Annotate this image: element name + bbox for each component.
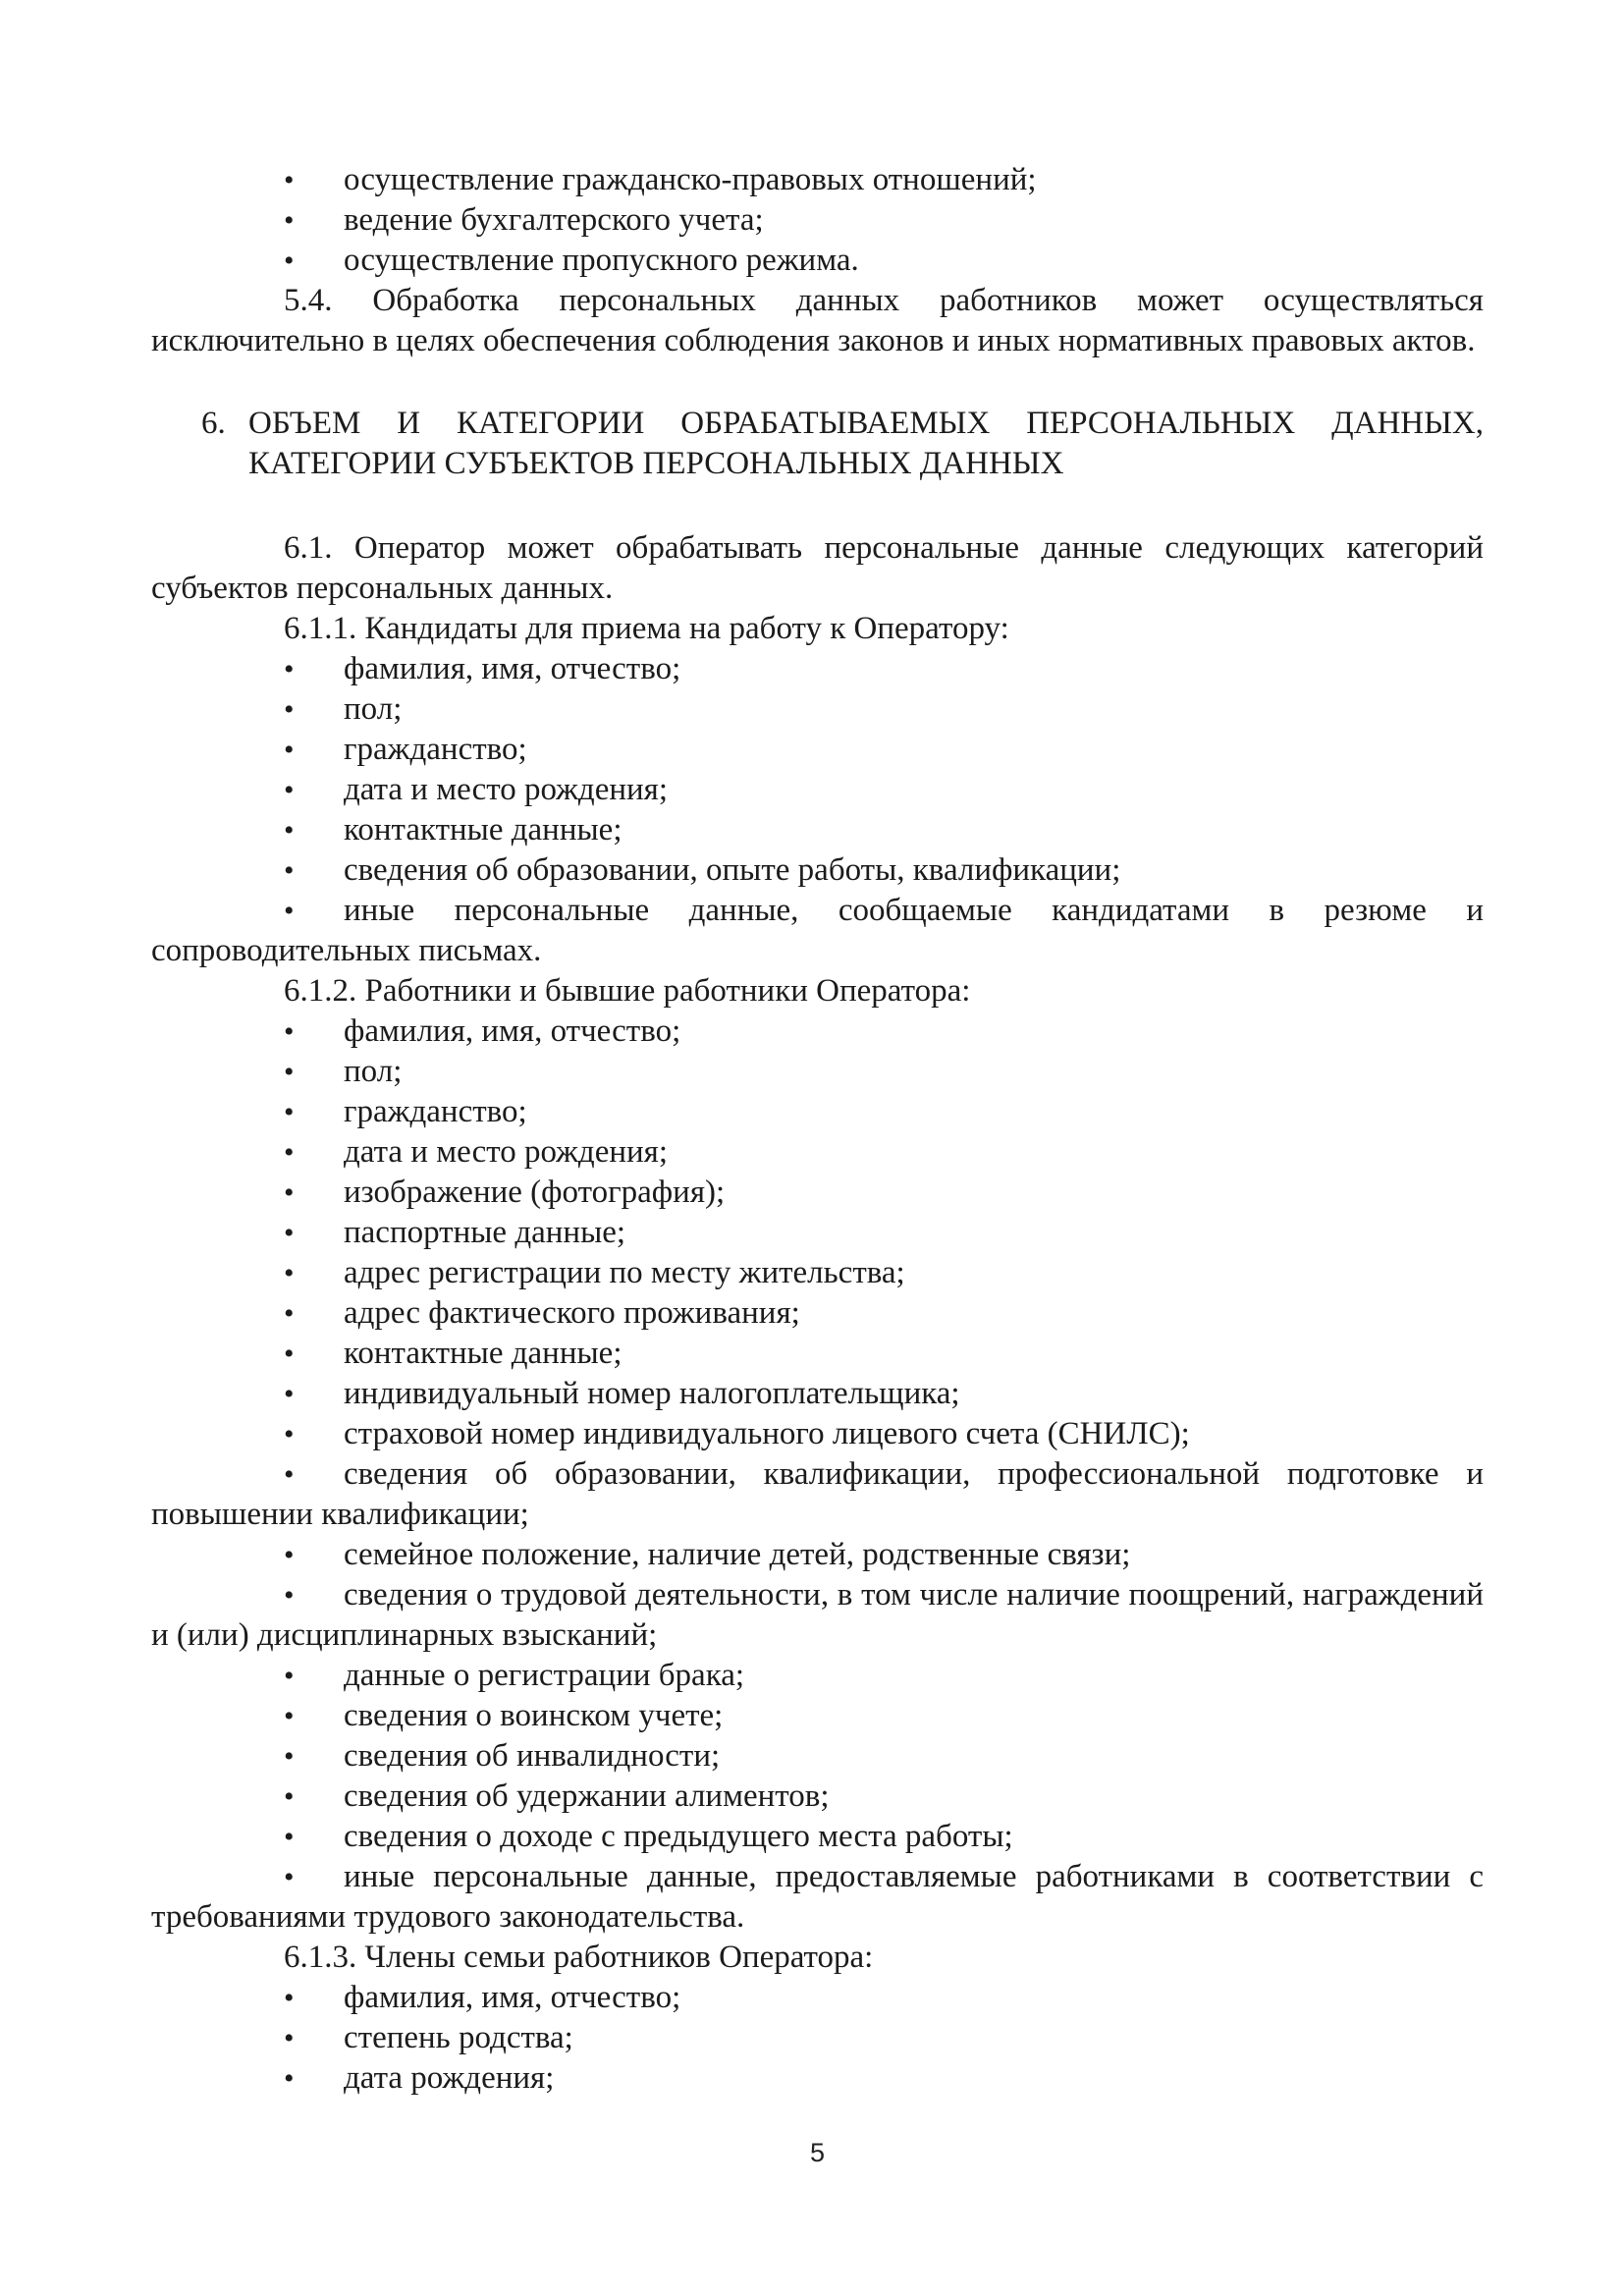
list-item-text: сведения об удержании алиментов; (344, 1778, 830, 1814)
list-item-text: дата и место рождения; (344, 1134, 669, 1170)
list-item (151, 1092, 1484, 1132)
bullet-icon: • (284, 854, 295, 887)
bullet-icon: • (284, 1539, 295, 1571)
list-item (151, 1817, 1484, 1857)
bullet-icon: • (284, 1378, 295, 1410)
section-heading-number: 6. (201, 406, 226, 441)
paragraph: 6.1.3. Члены семьи работников Оператора: (284, 1940, 874, 1975)
bullet-icon: • (284, 1579, 295, 1612)
list-item-text: гражданство; (344, 1094, 527, 1129)
list-item-text: иные персональные данные, сообщаемые кандидатами в резюме и сопроводительных письмах. (151, 893, 1484, 968)
bullet-icon: • (284, 204, 295, 237)
bullet-icon: • (284, 164, 295, 196)
bullet-icon: • (284, 1096, 295, 1128)
paragraph: 6.1.1. Кандидаты для приема на работу к Оператору: (284, 611, 1009, 646)
section-heading (151, 404, 1484, 484)
list-item (151, 1173, 1484, 1213)
list-item (151, 730, 1484, 770)
list-item-text: степень родства; (344, 2020, 573, 2055)
bullet-icon: • (284, 1418, 295, 1450)
bullet-icon: • (284, 1780, 295, 1813)
list-item (151, 241, 1484, 281)
list-item (151, 1736, 1484, 1777)
list-item (151, 1213, 1484, 1253)
list-item (151, 1777, 1484, 1817)
list-item (151, 1334, 1484, 1374)
bullet-icon: • (284, 1700, 295, 1732)
list-item (151, 2058, 1484, 2099)
list-item-text: контактные данные; (344, 1336, 622, 1371)
list-item (151, 1011, 1484, 1052)
list-item (151, 1414, 1484, 1454)
bullet-icon: • (284, 1136, 295, 1169)
section-heading-text: ОБЪЕМ И КАТЕГОРИИ ОБРАБАТЫВАЕМЫХ ПЕРСОНАЛЬНЫХ ДАННЫХ, КАТЕГОРИИ СУБЪЕКТОВ ПЕРСОНАЛЬНЫХ ДАННЫХ (248, 406, 1484, 481)
list-item (151, 770, 1484, 810)
list-item-text: контактные данные; (344, 812, 622, 847)
list-item-text: осуществление гражданско-правовых отношений; (344, 162, 1037, 197)
bullet-icon: • (284, 1861, 295, 1893)
list-item-text: дата рождения; (344, 2060, 555, 2096)
bullet-icon: • (284, 245, 295, 277)
list-item (151, 1696, 1484, 1736)
list-item-text: сведения об образовании, опыте работы, квалификации; (344, 852, 1121, 888)
bullet-icon: • (284, 895, 295, 927)
list-item (151, 1374, 1484, 1414)
list-item (151, 1857, 1484, 1938)
list-item-text: сведения о доходе с предыдущего места работы; (344, 1819, 1013, 1854)
list-item-text: адрес фактического проживания; (344, 1295, 800, 1331)
bullet-icon: • (284, 814, 295, 847)
list-item-text: сведения об образовании, квалификации, профессиональной подготовке и повышении квалификации; (151, 1456, 1484, 1532)
page-number: 5 (809, 2138, 826, 2167)
list-item (151, 891, 1484, 971)
bullet-icon: • (284, 693, 295, 726)
paragraph: 6.1. Оператор может обрабатывать персональные данные следующих категорий субъектов персональных данных. (151, 530, 1484, 606)
paragraph: 5.4. Обработка персональных данных работников может осуществляться исключительно в целях обеспечения соблюдения законов и иных нормативных правовых актов. (151, 283, 1484, 358)
list-item (151, 2018, 1484, 2058)
bullet-icon: • (284, 1338, 295, 1370)
list-item-text: фамилия, имя, отчество; (344, 1013, 681, 1049)
list-item (151, 1575, 1484, 1656)
list-item (151, 160, 1484, 200)
list-item-text: дата и место рождения; (344, 772, 669, 807)
list-item (151, 1052, 1484, 1092)
list-item-text: сведения о трудовой деятельности, в том числе наличие поощрений, награждений и (или) дисциплинарных взысканий; (151, 1577, 1484, 1653)
bullet-icon: • (284, 734, 295, 766)
list-item (151, 850, 1484, 891)
list-item-text: иные персональные данные, предоставляемые работниками в соответствии с требованиями трудового законодательства. (151, 1859, 1484, 1935)
list-item-text: страховой номер индивидуального лицевого счета (СНИЛС); (344, 1416, 1190, 1451)
list-item (151, 689, 1484, 730)
bullet-icon: • (284, 1458, 295, 1491)
list-item (151, 200, 1484, 241)
list-item (151, 1656, 1484, 1696)
bullet-icon: • (284, 653, 295, 685)
list-item-text: изображение (фотография); (344, 1175, 726, 1210)
bullet-icon: • (284, 1176, 295, 1209)
bullet-icon: • (284, 1217, 295, 1249)
list-item-text: паспортные данные; (344, 1215, 626, 1250)
list-item-text: осуществление пропускного режима. (344, 243, 859, 278)
list-item-text: сведения о воинском учете; (344, 1698, 724, 1733)
list-item-text: семейное положение, наличие детей, родственные связи; (344, 1537, 1131, 1572)
paragraph: 6.1.2. Работники и бывшие работники Оператора: (284, 973, 971, 1009)
list-item (151, 810, 1484, 850)
list-item-text: пол; (344, 691, 403, 727)
bullet-icon: • (284, 1015, 295, 1048)
list-item (151, 649, 1484, 689)
list-item (151, 1132, 1484, 1173)
list-item (151, 1253, 1484, 1293)
list-item-text: ведение бухгалтерского учета; (344, 202, 764, 238)
bullet-icon: • (284, 2062, 295, 2095)
list-item-text: адрес регистрации по месту жительства; (344, 1255, 905, 1290)
list-item (151, 1293, 1484, 1334)
bullet-icon: • (284, 1740, 295, 1773)
bullet-icon: • (284, 1660, 295, 1692)
list-item (151, 1535, 1484, 1575)
list-item (151, 1454, 1484, 1535)
bullet-icon: • (284, 1821, 295, 1853)
list-item-text: данные о регистрации брака; (344, 1658, 745, 1693)
bullet-icon: • (284, 774, 295, 806)
list-item-text: пол; (344, 1054, 403, 1089)
list-item-text: сведения об инвалидности; (344, 1738, 721, 1774)
list-item-text: фамилия, имя, отчество; (344, 1980, 681, 2015)
bullet-icon: • (284, 1982, 295, 2014)
bullet-icon: • (284, 1297, 295, 1330)
bullet-icon: • (284, 1056, 295, 1088)
bullet-icon: • (284, 1257, 295, 1289)
list-item (151, 1978, 1484, 2018)
list-item-text: индивидуальный номер налогоплательщика; (344, 1376, 960, 1411)
list-item-text: фамилия, имя, отчество; (344, 651, 681, 686)
list-item-text: гражданство; (344, 732, 527, 767)
bullet-icon: • (284, 2022, 295, 2054)
